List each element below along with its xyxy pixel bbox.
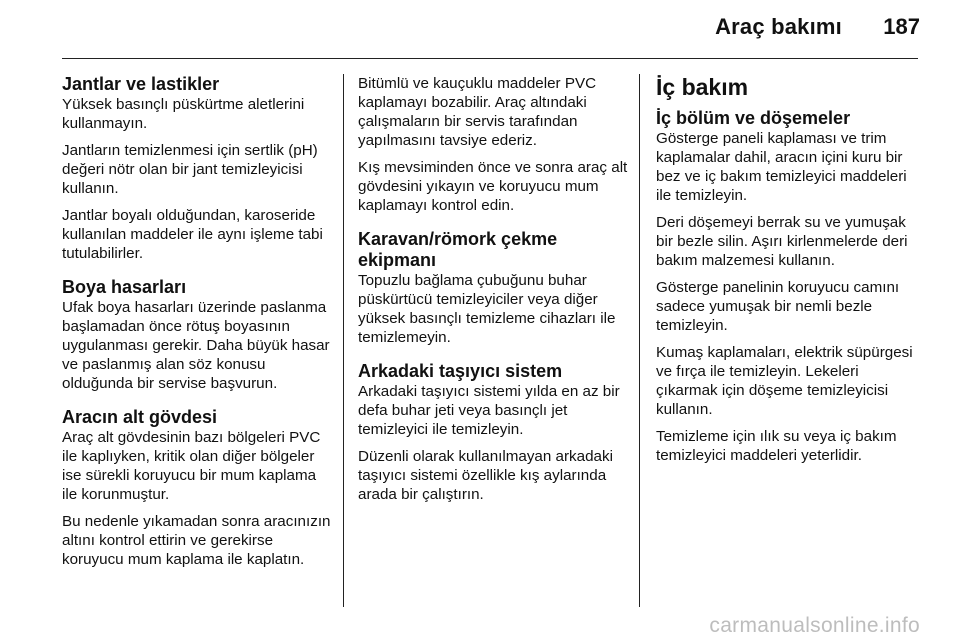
heading-rims-tyres: Jantlar ve lastikler	[62, 74, 220, 94]
paragraph: Düzenli olarak kullanılmayan arkadaki taşıyıcı sistemi özellikle kış aylarında arada bir çalıştırın.	[358, 448, 613, 503]
header-divider	[62, 58, 918, 59]
paragraph: Gösterge panelinin koruyucu camını sadece yumuşak bir nemli bezle temizleyin.	[656, 279, 900, 334]
column-divider	[639, 74, 640, 607]
column-2	[358, 74, 630, 512]
heading-paint-damage: Boya hasarları	[62, 277, 187, 297]
paragraph: Kış mevsiminden önce ve sonra araç alt gövdesini yıkayın ve koruyucu mum kaplamayı kontrol edin.	[358, 159, 628, 214]
paragraph: Gösterge paneli kaplaması ve trim kaplamalar dahil, aracın içini kuru bir bez ve iç bakım temizleyici maddeleri ile temizleyin.	[656, 130, 907, 204]
paragraph: Bu nedenle yıkamadan sonra aracınızın altını kontrol ettirin ve gerekirse koruyucu mum kaplama ile kaplatın.	[62, 513, 331, 568]
paragraph: Arkadaki taşıyıcı sistemi yılda en az bir defa buhar jeti veya basınçlı jet temizleyici ile temizleyin.	[358, 383, 620, 438]
heading-interior-upholstery: İç bölüm ve döşemeler	[656, 108, 851, 128]
paragraph: Ufak boya hasarları üzerinde paslanma başlamadan önce rötuş boyasının uygulanması gerekir. Daha büyük hasar ve paslanmış alan söz konusu olduğunda bir servise başvurun.	[62, 299, 330, 392]
page-number: 187	[883, 14, 920, 39]
paragraph: Yüksek basınçlı püskürtme aletlerini kullanmayın.	[62, 96, 305, 132]
heading-underbody: Aracın alt gövdesi	[62, 407, 218, 427]
paragraph: Araç alt gövdesinin bazı bölgeleri PVC ile kaplıyken, kritik olan diğer bölgeler ise sürekli koruyucu bir mum kaplama ile korunmuştur.	[62, 429, 321, 503]
watermark: carmanualsonline.info	[709, 614, 920, 637]
paragraph: Jantlar boyalı olduğundan, karoseride kullanılan maddeler ile aynı işleme tabi tutulabilirler.	[62, 207, 323, 262]
paragraph: Temizleme için ılık su veya iç bakım temizleyici maddeleri yeterlidir.	[656, 428, 897, 464]
column-divider	[343, 74, 344, 607]
paragraph: Kumaş kaplamaları, elektrik süpürgesi ve fırça ile temizleyin. Lekeleri çıkarmak için döşeme temizleyicisi kullanın.	[656, 344, 913, 418]
heading-interior-care: İç bakım	[656, 74, 749, 100]
heading-rear-carrier: Arkadaki taşıyıcı sistem	[358, 361, 563, 381]
heading-towing-equipment: Karavan/römork çekme ekipmanı	[358, 229, 558, 270]
column-3	[656, 74, 921, 473]
paragraph: Bitümlü ve kauçuklu maddeler PVC kaplamayı bozabilir. Araç altındaki çalışmaların bir servis tarafından yapılmasını tavsiye ederiz.	[358, 75, 597, 149]
paragraph: Jantların temizlenmesi için sertlik (pH) değeri nötr olan bir jant temizleyicisi kullanın.	[62, 142, 318, 197]
paragraph: Topuzlu bağlama çubuğunu buhar püskürtücü temizleyiciler veya diğer yüksek basınçlı temizleme cihazları ile temizlemeyin.	[358, 272, 616, 346]
page-header-title: Araç bakımı	[715, 14, 842, 39]
paragraph: Deri döşemeyi berrak su ve yumuşak bir bezle silin. Aşırı kirlenmelerde deri bakım malzemesi kullanın.	[656, 214, 908, 269]
column-1	[62, 74, 334, 577]
